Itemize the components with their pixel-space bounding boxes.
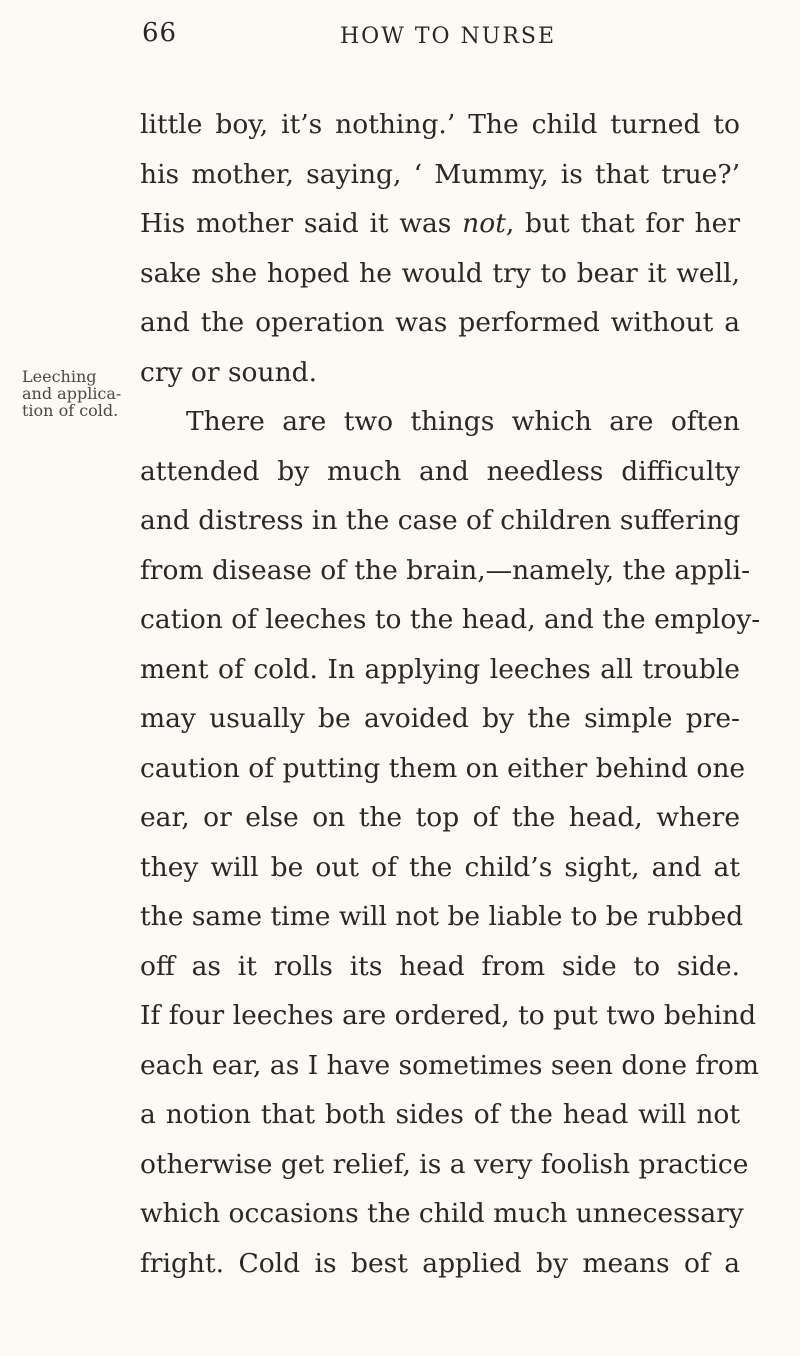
page-number: 66 (142, 18, 178, 48)
text-line: attended by much and needless difficulty (140, 455, 740, 487)
text-line: cry or sound. (140, 356, 318, 388)
text-line: may usually be avoided by the simple pre- (140, 703, 740, 734)
text-line: little boy, it’s nothing.’ The child turned to (140, 109, 740, 140)
text-line: His mother said it was not, but that for her (140, 208, 740, 239)
text-line: otherwise get relief, is a very foolish practice (140, 1148, 749, 1180)
margin-note-line: Leeching (22, 367, 97, 386)
running-title: HOW TO NURSE (340, 24, 557, 49)
text-line: they will be out of the child’s sight, and at (140, 851, 740, 883)
body-text (140, 100, 761, 1288)
text-line: a notion that both sides of the head will not (140, 1099, 740, 1130)
text-line: the same time will not be liable to be rubbed (140, 901, 744, 932)
text-line: cation of leeches to the head, and the employ- (140, 604, 761, 635)
text-line: from disease of the brain,—namely, the appli- (140, 554, 751, 586)
text-line: and distress in the case of children suffering (140, 505, 741, 536)
text-line: each ear, as I have sometimes seen done from (140, 1049, 759, 1081)
text-line: sake she hoped he would try to bear it well, (140, 257, 740, 289)
text-line: which occasions the child much unnecessary (140, 1198, 744, 1229)
margin-note (22, 368, 132, 419)
paragraph-start-line: There are two things which are often (186, 406, 740, 437)
margin-note-line: tion of cold. (22, 401, 119, 420)
text-line: ear, or else on the top of the head, where (140, 802, 740, 833)
text-line: caution of putting them on either behind one (140, 752, 746, 784)
text-line: ment of cold. In applying leeches all trouble (140, 653, 740, 685)
margin-note-line: and applica- (22, 384, 122, 403)
text-line: his mother, saying, ‘ Mummy, is that true?’ (140, 158, 740, 190)
text-line: and the operation was performed without a (140, 307, 740, 338)
text-line: If four leeches are ordered, to put two behind (140, 1000, 757, 1031)
italic-emphasis: not (462, 208, 506, 239)
text-line: fright. Cold is best applied by means of a (140, 1247, 740, 1279)
text-line: off as it rolls its head from side to side. (140, 950, 740, 982)
